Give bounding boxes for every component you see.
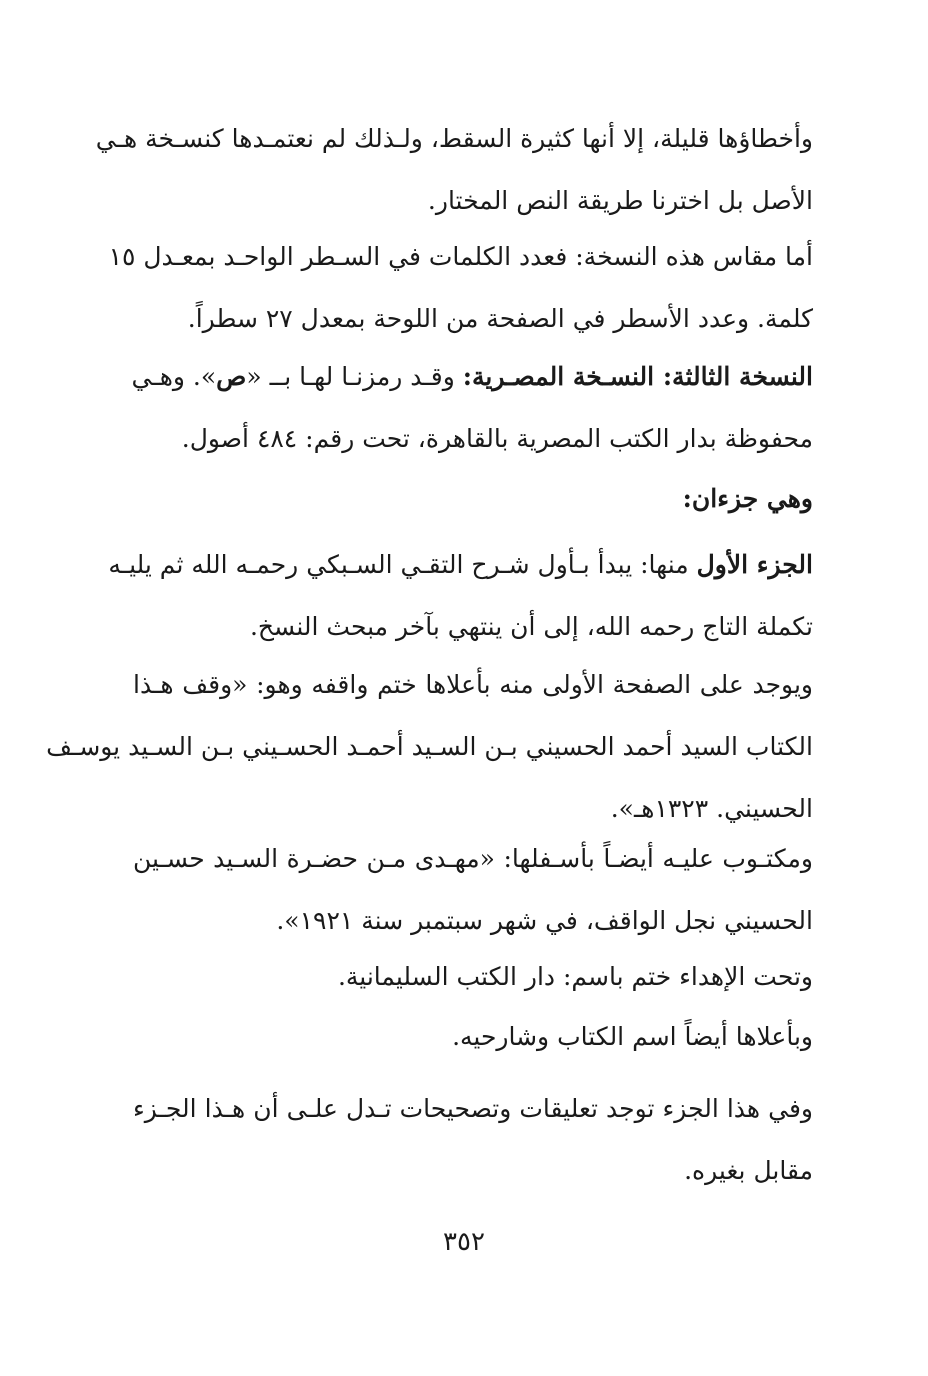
paragraph-2-line-2: كلمة. وعدد الأسطر في الصفحة من اللوحة بمعدل ٢٧ سطراً. — [187, 304, 813, 333]
paragraph-1-line-1: وأخطاؤها قليلة، إلا أنها كثيرة السقط، ولـذلك لم نعتمـدها كنسـخة هـي — [95, 124, 813, 153]
paragraph-4 — [133, 468, 813, 530]
paragraph-3-line-1-end: ». وهـي — [131, 362, 217, 391]
paragraph-5-line-1-text: منها: يبدأ بـأول شـرح التقـي السـبكي رحمـه الله ثم يليـه — [108, 550, 697, 579]
manuscript-symbol: ص — [216, 362, 247, 391]
paragraph-6-line-2: الكتاب السيد أحمد الحسيني بـن السـيد أحمـد الحسـيني بـن السـيد يوسـف — [46, 732, 813, 761]
paragraph-3-line-2: محفوظة بدار الكتب المصرية بالقاهرة، تحت رقم: ٤٨٤ أصول. — [181, 424, 813, 453]
paragraph-7-line-2: الحسيني نجل الواقف، في شهر سبتمبر سنة ١٩٢١». — [276, 906, 813, 935]
paragraph-3-line-1-text: وقـد رمزنـا لهـا بــ « — [246, 362, 463, 391]
paragraph-5-line-1 — [108, 534, 813, 596]
paragraph-7-line-1: ومكتـوب عليـه أيضـاً بأسـفلها: «مهـدى مـن حضـرة السـيد حسـين — [133, 844, 813, 873]
paragraph-9 — [133, 1006, 813, 1068]
part-one-heading: الجزء الأول — [696, 550, 813, 579]
paragraph-8 — [133, 946, 813, 1008]
paragraph-1 — [95, 108, 813, 232]
paragraph-10 — [133, 1078, 813, 1202]
paragraph-9-line-1: وبأعلاها أيضاً اسم الكتاب وشارحيه. — [452, 1022, 813, 1051]
section-heading: وهي جزءان: — [682, 484, 813, 513]
paragraph-8-line-1: وتحت الإهداء ختم باسم: دار الكتب السليمانية. — [337, 962, 813, 991]
paragraph-1-line-2: الأصل بل اخترنا طريقة النص المختار. — [427, 186, 813, 215]
paragraph-3 — [133, 346, 813, 470]
paragraph-5 — [108, 534, 813, 658]
paragraph-10-line-1: وفي هذا الجزء توجد تعليقات وتصحيحات تـدل علـى أن هـذا الجـزء — [133, 1094, 813, 1123]
paragraph-6 — [46, 654, 813, 840]
paragraph-5-line-2: تكملة التاج رحمه الله، إلى أن ينتهي بآخر مبحث النسخ. — [249, 612, 813, 641]
manuscript-heading: النسخة الثالثة: النسـخة المصـرية: — [462, 362, 813, 391]
paragraph-7 — [133, 828, 813, 952]
paragraph-2 — [108, 226, 813, 350]
paragraph-10-line-2: مقابل بغيره. — [684, 1156, 813, 1185]
paragraph-3-line-1 — [133, 346, 813, 408]
paragraph-6-line-3: الحسيني. ١٣٢٣هـ». — [610, 794, 813, 823]
paragraph-2-line-1: أما مقاس هذه النسخة: فعدد الكلمات في السـطر الواحـد بمعـدل ١٥ — [108, 242, 813, 271]
page-number: ٣٥٢ — [443, 1227, 485, 1257]
paragraph-6-line-1: ويوجد على الصفحة الأولى منه بأعلاها ختم واقفه وهو: «وقف هـذا — [133, 670, 813, 699]
